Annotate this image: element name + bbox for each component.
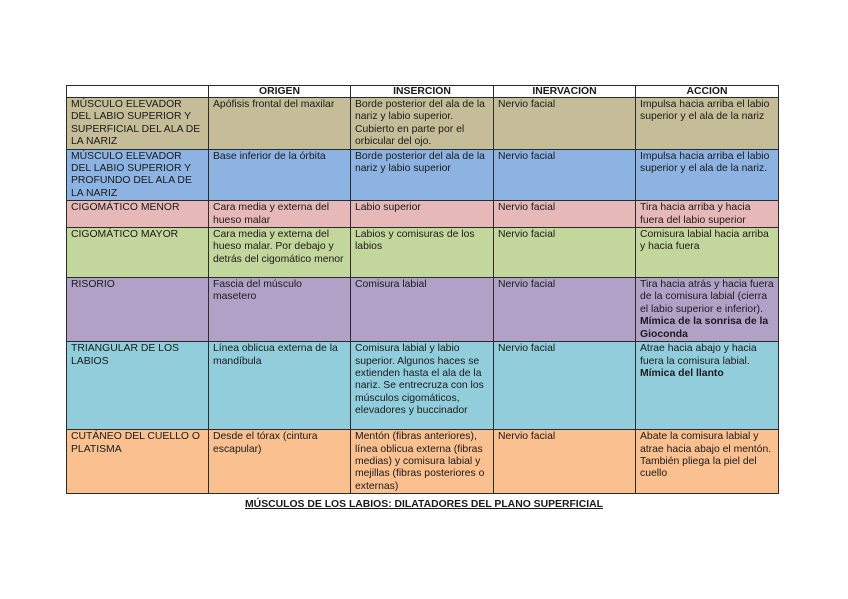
- muscle-name-cell-text: RISORIO: [71, 279, 115, 291]
- origen-cell-text: Cara media y externa del hueso malar: [213, 202, 330, 226]
- insercion-cell: [351, 430, 494, 494]
- insercion-cell-text: Labios y comisuras de los labios: [355, 229, 475, 253]
- accion-emphasis: Mímica del llanto: [640, 367, 724, 379]
- header-muscle: [67, 86, 209, 98]
- insercion-cell-text: Mentón (fibras anteriores), línea oblicua externa (fibras medias) y comisura labial y mejillas (fibras posteriores o externas): [355, 431, 485, 492]
- origen-cell: [209, 201, 351, 228]
- inervacion-cell: [494, 201, 636, 228]
- accion-emphasis: Mímica de la sonrisa de la Gioconda: [640, 316, 769, 340]
- insercion-cell: [351, 201, 494, 228]
- table-row: [67, 430, 779, 494]
- muscle-name-cell: [67, 278, 209, 342]
- insercion-cell: [351, 278, 494, 342]
- inervacion-cell: [494, 342, 636, 430]
- origen-cell: [209, 278, 351, 342]
- muscle-name-cell-text: TRIANGULAR DE LOS LABIOS: [71, 343, 179, 367]
- origen-cell-text: Base inferior de la órbita: [213, 150, 326, 162]
- header-accion: ACCIÓN: [636, 86, 779, 98]
- inervacion-cell: [494, 149, 636, 201]
- muscle-name-cell-text: CIGOMÁTICO MAYOR: [71, 229, 179, 241]
- muscle-name-cell: [67, 228, 209, 278]
- inervacion-cell-text: Nervio facial: [498, 431, 556, 443]
- table-body: [67, 98, 779, 494]
- muscle-name-cell: [67, 98, 209, 150]
- accion-cell: [636, 278, 779, 342]
- inervacion-cell-text: Nervio facial: [498, 229, 556, 241]
- muscle-name-cell: [67, 149, 209, 201]
- muscles-table: [66, 85, 779, 494]
- header-inervacion: INERVACIÓN: [494, 86, 636, 98]
- inervacion-cell-text: Nervio facial: [498, 343, 556, 355]
- muscle-name-cell-text: MÚSCULO ELEVADOR DEL LABIO SUPERIOR Y PROFUNDO DEL ALA DE LA NARIZ: [71, 150, 192, 199]
- insercion-cell: [351, 98, 494, 150]
- muscle-name-cell-text: CUTÁNEO DEL CUELLO O PLATISMA: [71, 431, 200, 455]
- inervacion-cell: [494, 278, 636, 342]
- insercion-cell: [351, 342, 494, 430]
- accion-cell-text: Atrae hacia abajo y hacia fuera la comisura labial.: [640, 343, 757, 367]
- insercion-cell-text: Borde posterior del ala de la nariz y labio superior. Cubierto en parte por el orbicular del ojo.: [355, 99, 485, 148]
- muscle-name-cell: [67, 342, 209, 430]
- inervacion-cell-text: Nervio facial: [498, 279, 556, 291]
- origen-cell: [209, 98, 351, 150]
- table-row: [67, 342, 779, 430]
- origen-cell-text: Apófisis frontal del maxilar: [213, 99, 335, 110]
- muscle-name-cell-text: MÚSCULO ELEVADOR DEL LABIO SUPERIOR Y SUPERFICIAL DEL ALA DE LA NARIZ: [71, 99, 201, 148]
- origen-cell: [209, 149, 351, 201]
- accion-cell-text: Tira hacia atrás y hacia fuera de la comisura labial (cierra el labio superior e inferior).: [640, 279, 774, 315]
- header-row: [67, 86, 779, 98]
- inervacion-cell: [494, 228, 636, 278]
- inervacion-cell: [494, 430, 636, 494]
- origen-cell-text: Cara media y externa del hueso malar. Por debajo y detrás del cigomático menor: [213, 229, 344, 265]
- table-row: [67, 149, 779, 201]
- insercion-cell-text: Comisura labial y labio superior. Algunos haces se extienden hasta el ala de la nariz. Se entrecruza con los músculos cigomáticos, elevadores y buccinador: [355, 343, 484, 417]
- origen-cell: [209, 228, 351, 278]
- accion-cell: [636, 201, 779, 228]
- origen-cell-text: Línea oblicua externa de la mandíbula: [213, 343, 338, 367]
- origen-cell: [209, 430, 351, 494]
- insercion-cell-text: Labio superior: [355, 202, 421, 214]
- inervacion-cell-text: Nervio facial: [498, 99, 556, 110]
- muscle-name-cell: [67, 201, 209, 228]
- accion-cell-text: Impulsa hacia arriba el labio superior y el ala de la nariz: [640, 99, 770, 123]
- accion-cell: [636, 430, 779, 494]
- insercion-cell-text: Comisura labial: [355, 279, 427, 291]
- accion-cell: [636, 228, 779, 278]
- insercion-cell: [351, 149, 494, 201]
- accion-cell-text: Impulsa hacia arriba el labio superior y el ala de la nariz.: [640, 150, 770, 175]
- origen-cell-text: Desde el tórax (cintura escapular): [213, 431, 318, 455]
- accion-cell: [636, 98, 779, 150]
- origen-cell-text: Fascia del músculo masetero: [213, 279, 302, 303]
- inervacion-cell-text: Nervio facial: [498, 150, 556, 162]
- table-row: [67, 278, 779, 342]
- header-insercion: INSERCIÓN: [351, 86, 494, 98]
- table-row: [67, 228, 779, 278]
- table-caption: [0, 499, 848, 510]
- inervacion-cell-text: Nervio facial: [498, 202, 556, 214]
- inervacion-cell: [494, 98, 636, 150]
- header-origen: ORIGEN: [209, 86, 351, 98]
- caption-text: MÚSCULOS DE LOS LABIOS: DILATADORES DEL PLANO SUPERFICIAL: [245, 499, 603, 510]
- accion-cell: [636, 149, 779, 201]
- muscle-name-cell: [67, 430, 209, 494]
- accion-cell-text: Comisura labial hacia arriba y hacia fuera: [640, 229, 769, 253]
- origen-cell: [209, 342, 351, 430]
- table-row: [67, 201, 779, 228]
- accion-cell: [636, 342, 779, 430]
- accion-cell-text: Abate la comisura labial y atrae hacia abajo el mentón. También pliega la piel del cuello: [640, 431, 772, 480]
- table-row: [67, 98, 779, 150]
- insercion-cell-text: Borde posterior del ala de la nariz y labio superior: [355, 150, 485, 175]
- muscle-name-cell-text: CIGOMÁTICO MENOR: [71, 202, 180, 214]
- insercion-cell: [351, 228, 494, 278]
- accion-cell-text: Tira hacia arriba y hacia fuera del labio superior: [640, 202, 751, 226]
